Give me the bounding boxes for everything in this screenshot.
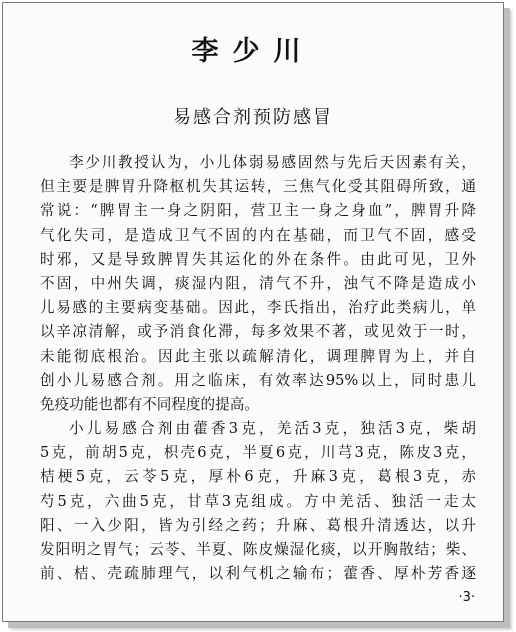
text-line: 气化失司，是造成卫气不固的内在基础，而卫气不固，感受 (40, 226, 476, 244)
book-page (2, 2, 504, 622)
text-line: 常说：“脾胃主一身之阴阳，营卫主一身之身血”，脾胃升降 (40, 202, 476, 220)
text-line: 李少川教授认为，小儿体弱易感固然与先后天因素有关， (69, 154, 476, 171)
text-line: 儿易感的主要病变基础。因此，李氏指出，治疗此类病儿，单 (40, 299, 476, 317)
text-line: 创小儿易感合剂。用之临床，有效率达95%以上，同时患儿 (40, 371, 476, 389)
text-line: 阳、一入少阳，皆为引经之药；升麻、葛根升清透达，以升 (40, 516, 476, 534)
text-line: 发阳明之胃气；云苓、半夏、陈皮燥湿化痰，以开胸散结；柴、 (40, 541, 476, 558)
text-line: 但主要是脾胃升降枢机失其运转，三焦气化受其阻碍所致，通 (40, 178, 476, 196)
text-line: 不固，中州失调，痰湿内阻，清气不升，浊气不降是造成小 (40, 274, 476, 292)
page-title: 李少川 (191, 36, 315, 67)
text-line: 免疫功能也都有不同程度的提高。 (40, 395, 259, 413)
section-subtitle: 易感合剂预防感冒 (173, 107, 333, 128)
text-line: 芍5克，六曲5克，甘草3克组成。方中羌活、独活一走太 (40, 492, 476, 510)
text-line: 未能彻底根治。因此主张以疏解清化，调理脾胃为上，并自 (40, 347, 476, 365)
text-line: 小儿易感合剂由藿香3克，羌活3克，独活3克，柴胡 (69, 420, 476, 438)
text-line: 5克，前胡5克，枳壳6克，半夏6克，川芎3克，陈皮3克， (40, 444, 476, 462)
text-line: 桔梗5克，云苓5克，厚朴6克，升麻3克，葛根3克，赤 (40, 468, 476, 486)
body-text (40, 151, 476, 586)
text-line: 以辛凉清解，或予消食化滞，每多效果不著，或见效于一时， (40, 323, 476, 341)
text-line: 前、桔、壳疏肺理气，以利气机之输布；藿香、厚朴芳香逐 (40, 565, 476, 583)
page-number: ·3· (458, 590, 475, 605)
text-line: 时邪，又是导致脾胃失其运化的外在条件。由此可见，卫外 (40, 250, 476, 268)
